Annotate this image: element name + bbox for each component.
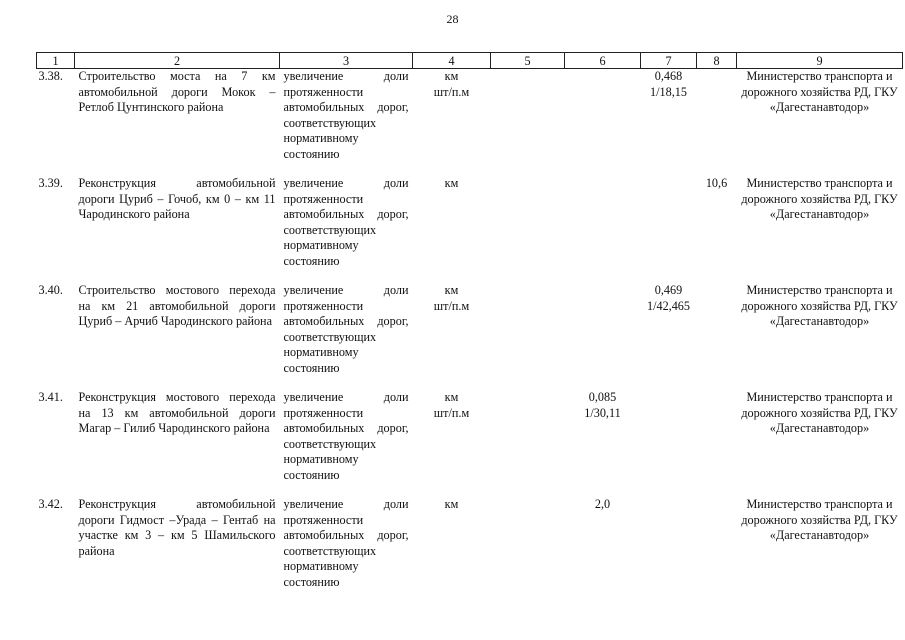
unit-cell	[413, 497, 491, 590]
value-cell-col6-line: 2,0	[594, 497, 611, 511]
row-number-cell: 3.42.	[38, 497, 63, 511]
table-row	[37, 497, 903, 590]
column-header: 3	[280, 53, 413, 69]
column-header: 2	[75, 53, 280, 69]
unit-cell-line: шт/п.м	[433, 84, 470, 99]
value-cell-col8-line: 10,6	[705, 176, 728, 190]
responsible-cell: Министерство транспорта и дорожного хозяйства РД, ГКУ «Дагестанавтодор»	[741, 176, 898, 221]
row-spacer	[37, 269, 903, 283]
row-number-cell: 3.40.	[38, 283, 63, 297]
value-cell-col7	[641, 390, 697, 483]
value-cell-col6	[565, 390, 641, 483]
measure-name-cell: Строительство мостового перехода на км 21 автомобильной дороги Цуриб – Арчиб Чародинского района	[78, 283, 276, 328]
value-cell-col6-line: 1/30,11	[584, 405, 621, 420]
measure-name-cell: Реконструкция автомобильной дороги Гидмост –Урада – Гентаб на участке км 3 – км 5 Шамильского района	[78, 497, 276, 558]
row-spacer	[37, 162, 903, 176]
column-header-row	[37, 53, 903, 69]
value-cell-col6	[565, 69, 641, 163]
table-row	[37, 283, 903, 376]
row-number-cell: 3.39.	[38, 176, 63, 190]
table-row	[37, 69, 903, 163]
row-number-cell: 3.38.	[38, 69, 63, 83]
value-cell-col8	[697, 69, 737, 163]
value-cell-col7-line: 0,469	[654, 283, 683, 297]
unit-cell-line: км	[444, 283, 459, 297]
value-cell-col7	[641, 283, 697, 376]
value-cell-col8	[697, 176, 737, 269]
unit-cell-line: шт/п.м	[433, 298, 470, 313]
table-body	[37, 69, 903, 591]
unit-cell	[413, 390, 491, 483]
page-number: 28	[446, 12, 459, 26]
column-header: 5	[491, 53, 565, 69]
value-cell-col8	[697, 283, 737, 376]
indicator-cell: увеличение доли протяженности автомобильных дорог, соответствующих нормативному состоянию	[283, 497, 409, 589]
program-table	[36, 52, 903, 590]
indicator-cell: увеличение доли протяженности автомобильных дорог, соответствующих нормативному состоянию	[283, 69, 409, 161]
unit-cell-line: шт/п.м	[433, 405, 470, 420]
column-header: 4	[413, 53, 491, 69]
table-row	[37, 390, 903, 483]
row-spacer	[37, 376, 903, 390]
row-spacer	[37, 483, 903, 497]
table-row	[37, 176, 903, 269]
value-cell-col6-line: 0,085	[588, 390, 617, 404]
column-header: 1	[37, 53, 75, 69]
value-cell-col6	[565, 283, 641, 376]
measure-name-cell: Реконструкция мостового перехода на 13 км автомобильной дороги Магар – Гилиб Чародинского района	[78, 390, 276, 435]
value-cell-col7	[641, 497, 697, 590]
unit-cell	[413, 69, 491, 163]
value-cell-col7	[641, 69, 697, 163]
column-header: 8	[697, 53, 737, 69]
value-cell-col5	[491, 497, 565, 590]
responsible-cell: Министерство транспорта и дорожного хозяйства РД, ГКУ «Дагестанавтодор»	[741, 69, 898, 114]
unit-cell-line: км	[444, 497, 459, 511]
column-header: 6	[565, 53, 641, 69]
responsible-cell: Министерство транспорта и дорожного хозяйства РД, ГКУ «Дагестанавтодор»	[741, 390, 898, 435]
value-cell-col5	[491, 390, 565, 483]
indicator-cell: увеличение доли протяженности автомобильных дорог, соответствующих нормативному состоянию	[283, 390, 409, 482]
value-cell-col8	[697, 497, 737, 590]
responsible-cell: Министерство транспорта и дорожного хозяйства РД, ГКУ «Дагестанавтодор»	[741, 283, 898, 328]
value-cell-col7	[641, 176, 697, 269]
column-header: 9	[737, 53, 903, 69]
value-cell-col7-line: 1/42,465	[647, 298, 690, 313]
row-number-cell: 3.41.	[38, 390, 63, 404]
value-cell-col6	[565, 497, 641, 590]
value-cell-col5	[491, 283, 565, 376]
measure-name-cell: Строительство моста на 7 км автомобильной дороги Мокок – Ретлоб Цунтинского района	[78, 69, 276, 114]
unit-cell-line: км	[444, 176, 459, 190]
value-cell-col8	[697, 390, 737, 483]
value-cell-col7-line: 0,468	[654, 69, 683, 83]
value-cell-col6	[565, 176, 641, 269]
unit-cell	[413, 283, 491, 376]
value-cell-col7-line: 1/18,15	[650, 84, 687, 99]
value-cell-col5	[491, 176, 565, 269]
unit-cell	[413, 176, 491, 269]
responsible-cell: Министерство транспорта и дорожного хозяйства РД, ГКУ «Дагестанавтодор»	[741, 497, 898, 542]
unit-cell-line: км	[444, 390, 459, 404]
column-header: 7	[641, 53, 697, 69]
indicator-cell: увеличение доли протяженности автомобильных дорог, соответствующих нормативному состоянию	[283, 176, 409, 268]
unit-cell-line: км	[444, 69, 459, 83]
value-cell-col5	[491, 69, 565, 163]
measure-name-cell: Реконструкция автомобильной дороги Цуриб – Гочоб, км 0 – км 11 Чародинского района	[78, 176, 276, 221]
indicator-cell: увеличение доли протяженности автомобильных дорог, соответствующих нормативному состоянию	[283, 283, 409, 375]
